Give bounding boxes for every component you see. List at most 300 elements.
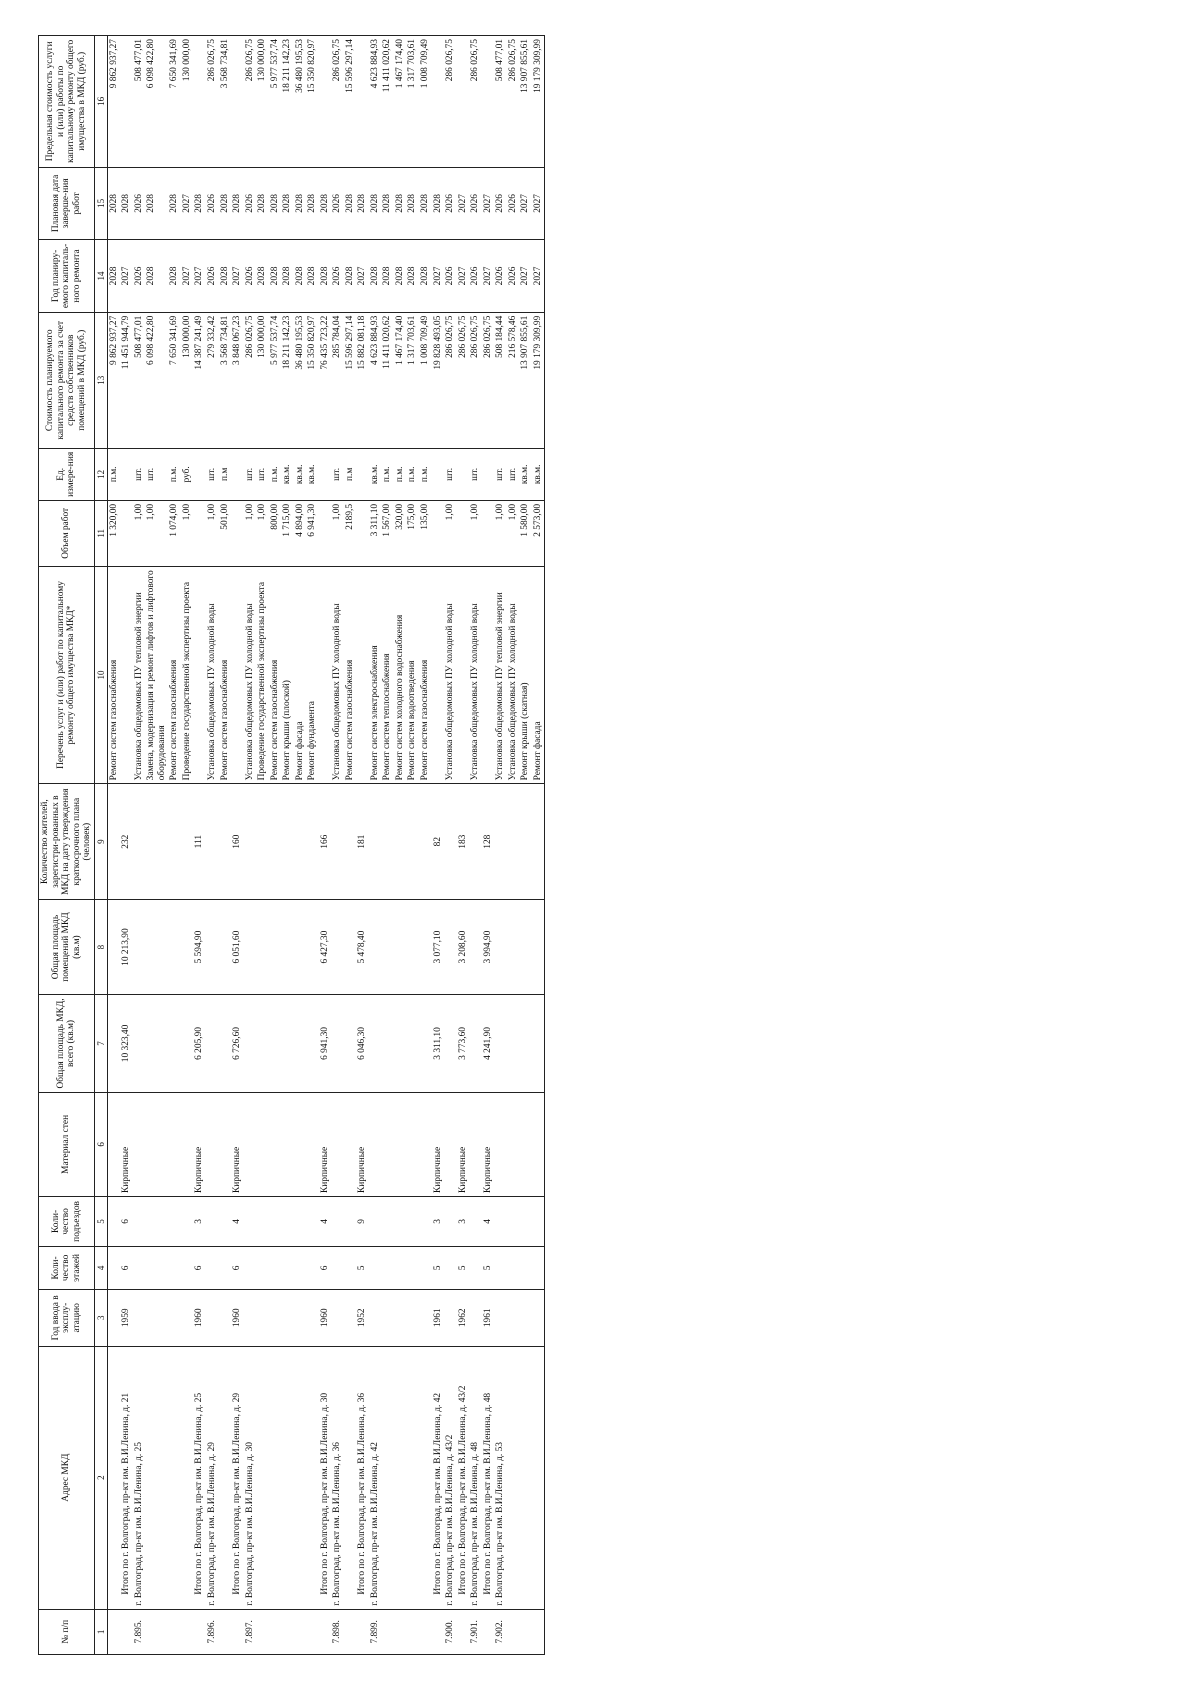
cell-cost: 15 596 297,14 [344,312,357,448]
cell-work-item: Ремонт систем электроснабжения [369,566,382,784]
cell-unit: шт. [133,448,146,500]
cell-floors: 5 [482,1246,495,1289]
cell-work-item: Ремонт систем газоснабжения [269,566,282,784]
cell-address [107,1346,120,1609]
cell-unit: п.м. [419,448,432,500]
cell-residents [256,784,269,900]
header-floors: Коли-чество этажей [39,1246,95,1289]
cell-limit-cost: 1 317 703,61 [406,36,419,168]
cell-year-built: 1952 [356,1289,369,1346]
cell-work-item: Ремонт крыши (плоской) [281,566,294,784]
cell-end-date: 2028 [145,167,168,240]
cell-year-built: 1960 [193,1289,206,1346]
cell-limit-cost: 15 350 820,97 [306,36,319,168]
cell-planned-year: 2026 [244,240,257,313]
cell-premises-area: 6 427,30 [319,899,332,994]
cell-cost: 11 451 944,79 [120,312,133,448]
cell-floors [369,1246,382,1289]
cell-end-date: 2028 [219,167,232,240]
cell-year-built [269,1289,282,1346]
cell-limit-cost [432,36,445,168]
table-row [444,36,457,1655]
cell-wall-material [181,1092,194,1196]
cell-residents [406,784,419,900]
cell-limit-cost: 286 026,75 [507,36,520,168]
cell-row-number [168,1609,181,1654]
cell-limit-cost: 286 026,75 [469,36,482,168]
cell-address: г. Волгоград, пр-кт им. В.И.Ленина, д. 42 [369,1346,382,1609]
cell-cost: 36 480 195,53 [294,312,307,448]
cell-entrances [331,1197,344,1247]
cell-limit-cost [319,36,332,168]
cell-work-item: Ремонт крыши (скатная) [519,566,532,784]
cell-residents [469,784,482,900]
capital-repair-table [38,35,545,1655]
cell-entrances [494,1197,507,1247]
cell-limit-cost: 3 568 734,81 [219,36,232,168]
cell-address: Итого по г. Волгоград, пр-кт им. В.И.Ленина, д. 36 [356,1346,369,1609]
cell-entrances: 3 [432,1197,445,1247]
cell-row-number: 7.902. [494,1609,507,1654]
cell-address [306,1346,319,1609]
cell-address [344,1346,357,1609]
cell-wall-material [256,1092,269,1196]
cell-row-number [507,1609,520,1654]
cell-volume: 320,00 [394,500,407,566]
table-row [381,36,394,1655]
cell-limit-cost: 36 480 195,53 [294,36,307,168]
column-number-row [94,36,107,1655]
cell-volume: 800,00 [269,500,282,566]
cell-year-built [532,1289,545,1346]
cell-volume: 1,00 [331,500,344,566]
cell-year-built [206,1289,219,1346]
cell-entrances [281,1197,294,1247]
cell-premises-area: 6 051,60 [231,899,244,994]
cell-residents [519,784,532,900]
cell-total-area: 10 323,40 [120,995,133,1093]
cell-work-item [231,566,244,784]
cell-volume [482,500,495,566]
cell-premises-area [444,899,457,994]
cell-entrances: 9 [356,1197,369,1247]
cell-floors: 5 [356,1246,369,1289]
cell-row-number [294,1609,307,1654]
cell-wall-material [107,1092,120,1196]
cell-limit-cost: 286 026,75 [244,36,257,168]
cell-wall-material [294,1092,307,1196]
cell-premises-area [306,899,319,994]
cell-wall-material: Кирпичные [457,1092,470,1196]
cell-total-area [331,995,344,1093]
column-number: 1 [94,1609,107,1654]
cell-floors [219,1246,232,1289]
cell-premises-area [145,899,168,994]
cell-volume: 1,00 [256,500,269,566]
cell-year-built [494,1289,507,1346]
cell-address [281,1346,294,1609]
cell-end-date: 2028 [406,167,419,240]
cell-cost: 11 411 020,62 [381,312,394,448]
cell-year-built [394,1289,407,1346]
table-row [133,36,146,1655]
cell-entrances [306,1197,319,1247]
column-number: 10 [94,566,107,784]
cell-row-number [120,1609,133,1654]
table-row [331,36,344,1655]
header-planned-year: Год планиру-емого капиталь-ного ремонта [39,240,95,313]
cell-cost: 216 578,46 [507,312,520,448]
cell-entrances [369,1197,382,1247]
cell-floors [469,1246,482,1289]
cell-end-date: 2028 [432,167,445,240]
cell-floors: 5 [457,1246,470,1289]
cell-wall-material: Кирпичные [482,1092,495,1196]
cell-year-built: 1961 [432,1289,445,1346]
cell-wall-material [469,1092,482,1196]
cell-volume: 2189,5 [344,500,357,566]
cell-wall-material [532,1092,545,1196]
cell-year-built [244,1289,257,1346]
cell-floors [494,1246,507,1289]
cell-volume: 1 320,00 [107,500,120,566]
cell-work-item: Ремонт систем газоснабжения [168,566,181,784]
cell-total-area [344,995,357,1093]
cell-total-area: 6 205,90 [193,995,206,1093]
cell-address [519,1346,532,1609]
cell-cost: 18 211 142,23 [281,312,294,448]
cell-row-number: 7.900. [444,1609,457,1654]
cell-floors: 6 [231,1246,244,1289]
cell-work-item [193,566,206,784]
table-row [532,36,545,1655]
table-row [256,36,269,1655]
cell-row-number: 7.896. [206,1609,219,1654]
cell-row-number [419,1609,432,1654]
cell-end-date: 2027 [457,167,470,240]
cell-end-date: 2026 [507,167,520,240]
cell-work-item [432,566,445,784]
cell-planned-year: 2028 [269,240,282,313]
cell-year-built [331,1289,344,1346]
cell-year-built [369,1289,382,1346]
header-limit-cost: Предельная стоимость услуги и (или) работы по капитальному ремонту общего имущества в МКД (руб.) [39,36,95,168]
cell-floors [181,1246,194,1289]
total-row [193,36,206,1655]
table-row [219,36,232,1655]
cell-work-item: Установка общедомовых ПУ холодной воды [206,566,219,784]
cell-wall-material [281,1092,294,1196]
cell-floors [281,1246,294,1289]
cell-planned-year: 2028 [369,240,382,313]
cell-unit: п.м. [168,448,181,500]
cell-floors [294,1246,307,1289]
cell-floors [107,1246,120,1289]
cell-total-area [269,995,282,1093]
cell-cost: 3 848 067,23 [231,312,244,448]
total-row [231,36,244,1655]
cell-end-date: 2026 [133,167,146,240]
cell-cost: 286 026,75 [469,312,482,448]
cell-unit: п.м. [406,448,419,500]
cell-floors [519,1246,532,1289]
cell-wall-material [444,1092,457,1196]
cell-row-number [319,1609,332,1654]
cell-cost: 508 477,01 [133,312,146,448]
cell-volume: 135,00 [419,500,432,566]
cell-end-date: 2027 [532,167,545,240]
total-row [432,36,445,1655]
cell-premises-area: 3 077,10 [432,899,445,994]
cell-total-area [369,995,382,1093]
cell-floors [145,1246,168,1289]
cell-unit [120,448,133,500]
cell-total-area [306,995,319,1093]
cell-cost: 1 467 174,40 [394,312,407,448]
table-row [306,36,319,1655]
cell-year-built [256,1289,269,1346]
cell-volume: 6 941,30 [306,500,319,566]
cell-work-item: Ремонт фасада [532,566,545,784]
header-works-list: Перечень услуг и (или) работ по капитальному ремонту общего имущества МКД* [39,566,95,784]
cell-residents [394,784,407,900]
cell-residents: 166 [319,784,332,900]
cell-cost: 279 332,42 [206,312,219,448]
column-number: 14 [94,240,107,313]
cell-year-built [469,1289,482,1346]
cell-address [406,1346,419,1609]
column-number: 16 [94,36,107,168]
cell-cost: 4 623 884,93 [369,312,382,448]
cell-limit-cost: 9 862 937,27 [107,36,120,168]
column-number: 7 [94,995,107,1093]
cell-cost: 508 184,44 [494,312,507,448]
cell-limit-cost: 130 000,00 [256,36,269,168]
cell-limit-cost: 18 211 142,23 [281,36,294,168]
cell-entrances [269,1197,282,1247]
cell-total-area [281,995,294,1093]
cell-address: Итого по г. Волгоград, пр-кт им. В.И.Ленина, д. 48 [482,1346,495,1609]
cell-work-item: Ремонт систем газоснабжения [219,566,232,784]
cell-wall-material [145,1092,168,1196]
cell-year-built [294,1289,307,1346]
cell-planned-year: 2028 [145,240,168,313]
cell-unit [193,448,206,500]
cell-end-date: 2028 [381,167,394,240]
cell-volume: 501,00 [219,500,232,566]
cell-entrances [294,1197,307,1247]
cell-work-item: Установка общедомовых ПУ тепловой энергии [133,566,146,784]
cell-planned-year: 2026 [133,240,146,313]
cell-floors [532,1246,545,1289]
header-address: Адрес МКД [39,1346,95,1609]
cell-volume: 175,00 [406,500,419,566]
cell-planned-year: 2026 [331,240,344,313]
cell-limit-cost: 508 477,01 [133,36,146,168]
cell-total-area: 6 046,30 [356,995,369,1093]
cell-premises-area: 3 208,60 [457,899,470,994]
cell-year-built: 1959 [120,1289,133,1346]
cell-address [507,1346,520,1609]
cell-year-built [507,1289,520,1346]
cell-cost: 14 387 241,49 [193,312,206,448]
cell-floors [256,1246,269,1289]
cell-address [269,1346,282,1609]
cell-entrances [181,1197,194,1247]
cell-address: г. Волгоград, пр-кт им. В.И.Ленина, д. 25 [133,1346,146,1609]
cell-entrances [394,1197,407,1247]
cell-premises-area [256,899,269,994]
cell-entrances [507,1197,520,1247]
cell-planned-year: 2028 [281,240,294,313]
cell-work-item: Проведение государственной экспертизы проекта [181,566,194,784]
column-number: 15 [94,167,107,240]
cell-premises-area [344,899,357,994]
total-row [319,36,332,1655]
cell-planned-year: 2027 [356,240,369,313]
cell-total-area: 4 241,90 [482,995,495,1093]
cell-wall-material [206,1092,219,1196]
cell-residents [181,784,194,900]
cell-entrances [406,1197,419,1247]
cell-volume [457,500,470,566]
cell-limit-cost [231,36,244,168]
cell-total-area [444,995,457,1093]
cell-planned-year: 2027 [532,240,545,313]
cell-work-item: Ремонт систем газоснабжения [419,566,432,784]
cell-residents [133,784,146,900]
header-year-built: Год ввода в эксплу-атацию [39,1289,95,1346]
header-wall-material: Материал стен [39,1092,95,1196]
cell-unit: шт. [331,448,344,500]
cell-total-area: 6 726,60 [231,995,244,1093]
cell-entrances: 4 [482,1197,495,1247]
cell-cost: 5 977 537,74 [269,312,282,448]
cell-end-date: 2028 [319,167,332,240]
cell-year-built [168,1289,181,1346]
cell-cost: 1 317 703,61 [406,312,419,448]
cell-entrances [469,1197,482,1247]
cell-volume: 1 715,00 [281,500,294,566]
cell-end-date: 2028 [107,167,120,240]
cell-limit-cost: 1 467 174,40 [394,36,407,168]
cell-year-built [133,1289,146,1346]
cell-wall-material [133,1092,146,1196]
cell-end-date: 2028 [419,167,432,240]
cell-volume: 1 580,00 [519,500,532,566]
rotated-table-sheet [38,25,1166,1655]
cell-floors [507,1246,520,1289]
cell-total-area [469,995,482,1093]
cell-row-number [457,1609,470,1654]
cell-wall-material [306,1092,319,1196]
cell-planned-year: 2027 [193,240,206,313]
cell-unit: шт. [256,448,269,500]
cell-work-item: Установка общедомовых ПУ холодной воды [244,566,257,784]
header-residents: Количество жителей, зарегистри-рованных в МКД на дату утверждения краткосрочного плана (человек) [39,784,95,900]
cell-end-date: 2028 [294,167,307,240]
cell-volume: 1,00 [507,500,520,566]
cell-wall-material: Кирпичные [231,1092,244,1196]
cell-unit: шт. [507,448,520,500]
cell-residents [168,784,181,900]
cell-cost: 286 026,75 [444,312,457,448]
cell-address [256,1346,269,1609]
cell-total-area [406,995,419,1093]
cell-row-number [181,1609,194,1654]
column-number: 13 [94,312,107,448]
cell-limit-cost: 15 596 297,14 [344,36,357,168]
cell-residents: 111 [193,784,206,900]
cell-wall-material [419,1092,432,1196]
cell-residents [244,784,257,900]
cell-entrances: 3 [193,1197,206,1247]
cell-end-date: 2026 [444,167,457,240]
cell-work-item: Замена, модернизация и ремонт лифтов и лифтового оборудования [145,566,168,784]
cell-address: г. Волгоград, пр-кт им. В.И.Ленина, д. 36 [331,1346,344,1609]
cell-total-area [168,995,181,1093]
cell-limit-cost: 286 026,75 [206,36,219,168]
cell-entrances [519,1197,532,1247]
cell-year-built [519,1289,532,1346]
header-unit: Ед. измере-ния [39,448,95,500]
cell-entrances [145,1197,168,1247]
cell-work-item: Установка общедомовых ПУ холодной воды [331,566,344,784]
cell-wall-material [269,1092,282,1196]
cell-work-item [356,566,369,784]
cell-end-date: 2026 [469,167,482,240]
cell-volume: 1,00 [145,500,168,566]
table-row [294,36,307,1655]
cell-residents [206,784,219,900]
cell-entrances [419,1197,432,1247]
cell-total-area [532,995,545,1093]
cell-row-number [306,1609,319,1654]
column-number: 12 [94,448,107,500]
cell-limit-cost: 19 179 309,99 [532,36,545,168]
table-row [369,36,382,1655]
cell-address [394,1346,407,1609]
cell-residents [381,784,394,900]
cell-premises-area [519,899,532,994]
cell-floors [168,1246,181,1289]
cell-planned-year: 2027 [457,240,470,313]
cell-premises-area [394,899,407,994]
cell-limit-cost [193,36,206,168]
table-row [145,36,168,1655]
cell-address: г. Волгоград, пр-кт им. В.И.Ленина, д. 29 [206,1346,219,1609]
cell-residents [145,784,168,900]
cell-address [181,1346,194,1609]
cell-limit-cost: 7 650 341,69 [168,36,181,168]
cell-limit-cost: 1 008 709,49 [419,36,432,168]
cell-volume: 1,00 [494,500,507,566]
cell-total-area: 3 773,60 [457,995,470,1093]
cell-wall-material [381,1092,394,1196]
cell-floors [406,1246,419,1289]
cell-entrances: 4 [231,1197,244,1247]
cell-limit-cost [356,36,369,168]
cell-total-area [381,995,394,1093]
table-row [469,36,482,1655]
cell-work-item: Ремонт систем газоснабжения [107,566,120,784]
header-premises-area: Общая площадь помещений МКД (кв.м) [39,899,95,994]
cell-premises-area [206,899,219,994]
cell-unit: шт. [444,448,457,500]
cell-floors: 6 [193,1246,206,1289]
cell-premises-area: 3 994,90 [482,899,495,994]
table-row [519,36,532,1655]
